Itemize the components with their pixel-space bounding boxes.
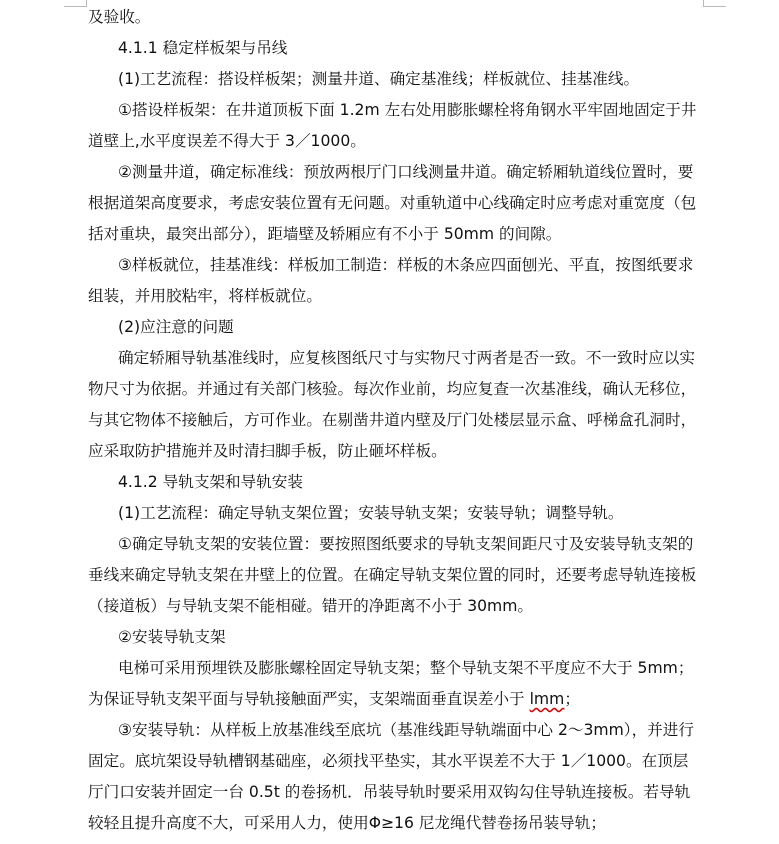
text-line: 垂线来确定导轨支架在井壁上的位置。在确定导轨支架位置的同时，还要考虑导轨连接板 (88, 566, 697, 584)
text-line: ②测量井道，确定标准线：预放两根厅门口线测量井道。确定轿厢轨道线位置时，要 (118, 163, 694, 181)
text-line: 电梯可采用预埋铁及膨胀螺栓固定导轨支架；整个导轨支架不平度应不大于 5mm； (118, 659, 694, 677)
text-line: ③样板就位，挂基准线：样板加工制造：样板的木条应四面刨光、平直，按图纸要求 (118, 256, 694, 274)
subsection-heading: (2)应注意的问题 (118, 318, 234, 336)
text-line: 较轻且提升高度不大，可采用人力，使用Φ≥16 尼龙绳代替卷扬吊装导轨； (88, 814, 606, 832)
text-line: 及验收。 (88, 8, 151, 26)
text-line: (1)工艺流程：搭设样板架；测量井道、确定基准线；样板就位、挂基准线。 (118, 70, 640, 88)
text-line: 物尺寸为依据。并通过有关部门核验。每次作业前，均应复查一次基准线，确认无移位， (88, 380, 697, 398)
text-line: 应采取防护措施并及时清扫脚手板，防止砸坏样板。 (88, 442, 447, 460)
text-line: 根据道架高度要求，考虑安装位置有无问题。对重轨道中心线确定时应考虑对重宽度（包 (88, 194, 697, 212)
section-heading: 4.1.1 稳定样板架与吊线 (118, 39, 288, 57)
text-line: ③安装导轨：从样板上放基准线至底坑（基准线距导轨端面中心 2～3mm），并进行 (118, 721, 694, 739)
text-line: （接道板）与导轨支架不能相碰。错开的净距离不小于 30mm。 (88, 597, 534, 615)
text-line-content: 为保证导轨支架平面与导轨接触面严实，支架端面垂直误差小于 (88, 690, 530, 708)
text-line: 与其它物体不接触后，方可作业。在剔凿井道内壁及厅门处楼层显示盒、呼梯盒孔洞时， (88, 411, 697, 429)
text-line: 道壁上,水平度误差不得大于 3／1000。 (88, 132, 366, 150)
text-line: 厅门口安装并固定一台 0.5t 的卷扬机．吊装导轨时要采用双钩勾住导轨连接板。若导轨 (88, 783, 691, 801)
text-line: 固定。底坑架设导轨槽钢基础座，必须找平垫实，其水平误差不大于 1／1000。在顶层 (88, 752, 689, 770)
section-heading: 4.1.2 导轨支架和导轨安装 (118, 473, 303, 491)
text-line: 组装，并用胶粘牢，将样板就位。 (88, 287, 322, 305)
subsection-heading: ②安装导轨支架 (118, 628, 226, 646)
text-line: ①确定导轨支架的安装位置：要按照图纸要求的导轨支架间距尺寸及安装导轨支架的 (118, 535, 694, 553)
page-corner-mark-left (64, 0, 87, 7)
text-line: 括对重块，最突出部分），距墙壁及轿厢应有不小于 50mm 的间隙。 (88, 225, 562, 243)
text-line: (1)工艺流程：确定导轨支架位置；安装导轨支架；安装导轨；调整导轨。 (118, 504, 624, 522)
spell-check-underline[interactable]: lmm (529, 690, 565, 708)
text-line: ①搭设样板架：在井道顶板下面 1.2m 左右处用膨胀螺栓将角钢水平牢固地固定于井 (118, 101, 697, 119)
text-line (88, 684, 708, 715)
document-body[interactable] (88, 2, 708, 839)
text-line: 确定轿厢导轨基准线时，应复核图纸尺寸与实物尺寸两者是否一致。不一致时应以实 (118, 349, 695, 367)
text-line-tail: ； (564, 690, 580, 708)
